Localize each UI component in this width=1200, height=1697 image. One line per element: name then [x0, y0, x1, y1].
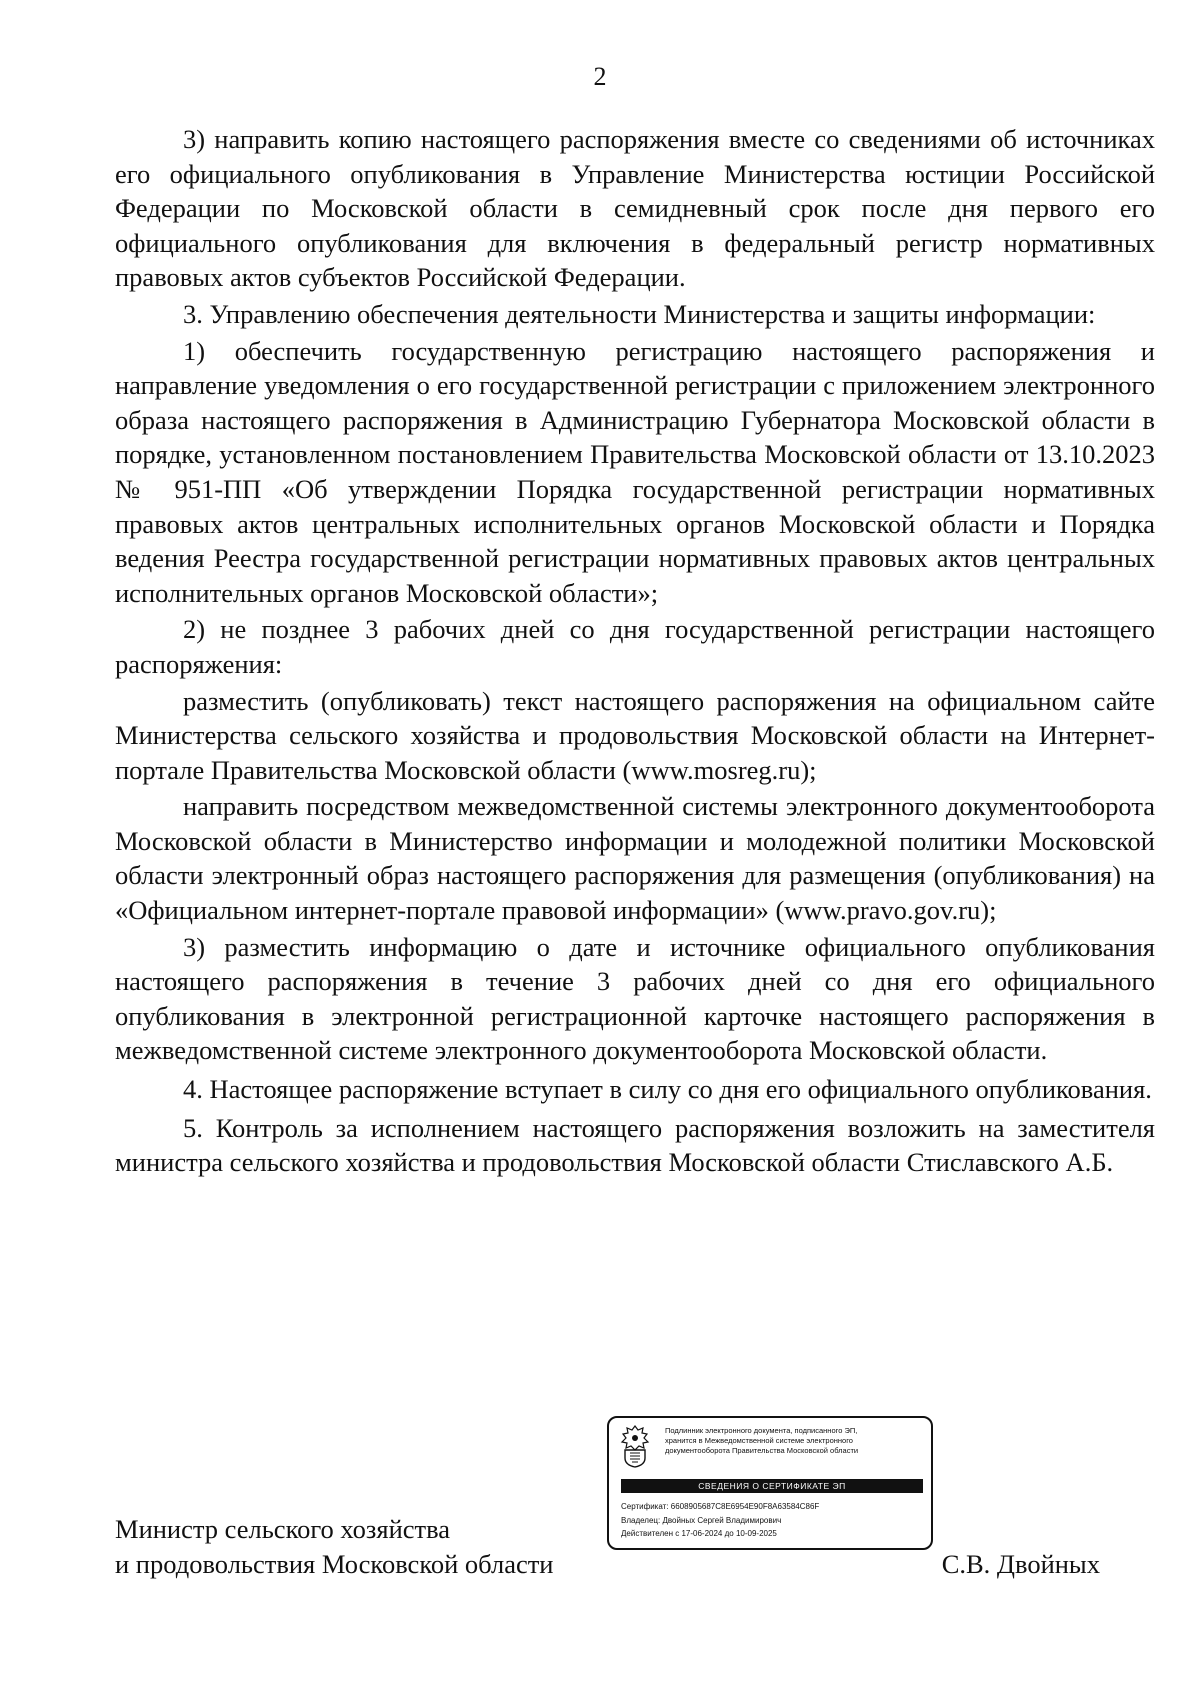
paragraph-3-1-state-registration: 1) обеспечить государственную регистрацию настоящего распоряжения и направление уведомления о его государственной регистрации с приложением электронного образа настоящего распоряжения в Администрацию Губернатора Московской области в порядке, установленном постановлением Правительства Московской области от 13.10.2023 № 951-ПП «Об утверждении Порядка государственной регистрации нормативных правовых актов центральных исполнительных органов Московской области и Порядка ведения Реестра государственной регистрации нормативных правовых актов центральных исполнительных органов Московской области»; [115, 335, 1155, 608]
stamp-notice-line: хранится в Межведомственной системе электронного [665, 1436, 853, 1445]
signatory-position [115, 1512, 715, 1581]
stamp-certificate-owner: Владелец: Двойных Сергей Владимирович [621, 1515, 782, 1525]
signatory-position-line: и продовольствия Московской области [115, 1548, 554, 1579]
stamp-notice-line: документооборота Правительства Московской области [665, 1446, 859, 1455]
paragraph-send-via-edms: направить посредством межведомственной системы электронного документооборота Московской области в Министерство информации и молодежной политики Московской области электронный образ настоящего распоряжения для размещения (опубликования) на «Официальном интернет-портале правовой информации» (www.pravo.gov.ru); [115, 791, 1155, 926]
stamp-certificate-validity: Действителен с 17-06-2024 до 10-09-2025 [621, 1529, 777, 1538]
paragraph-item-4-effective: 4. Настоящее распоряжение вступает в силу со дня его официального опубликования. [183, 1074, 1152, 1105]
signatory-position-line: Министр сельского хозяйства [115, 1514, 451, 1544]
moscow-oblast-coat-of-arms-icon [617, 1424, 653, 1468]
stamp-certificate-number: Сертификат: 6608905687C8E6954E90F8A63584C86F [621, 1502, 820, 1511]
document-body [115, 122, 1155, 1182]
stamp-certificate-header: СВЕДЕНИЯ О СЕРТИФИКАТЕ ЭП [621, 1479, 923, 1493]
stamp-notice-line: Подлинник электронного документа, подписанного ЭП, [665, 1426, 858, 1435]
stamp-notice [665, 1426, 927, 1456]
paragraph-publish-on-site: разместить (опубликовать) текст настоящего распоряжения на официальном сайте Министерства сельского хозяйства и продовольствия Московской области на Интернет-портале Правительства Московской области (www.mosreg.ru); [115, 685, 1155, 785]
paragraph-3-3-publication-copy: 3) направить копию настоящего распоряжения вместе со сведениями об источниках его официального опубликования в Управление Министерства юстиции Российской Федерации по Московской области в семидневный срок после дня первого его официального опубликования для включения в федеральный регистр нормативных правовых актов субъектов Российской Федерации. [115, 124, 1155, 293]
paragraph-3-3-publication-info: 3) разместить информацию о дате и источнике официального опубликования настоящего распоряжения в течение 3 рабочих дней со дня его официального опубликования в электронной регистрационной карточке настоящего распоряжения в межведомственной системе электронного документооборота Московской области. [115, 931, 1155, 1066]
paragraph-3-2-deadline: 2) не позднее 3 рабочих дней со дня государственной регистрации настоящего распоряжения: [115, 614, 1155, 679]
signatory-name: С.В. Двойных [941, 1548, 1100, 1579]
paragraph-item-3-header: 3. Управлению обеспечения деятельности Министерства и защиты информации: [183, 298, 1096, 329]
page-number: 2 [593, 62, 607, 91]
paragraph-item-5-control: 5. Контроль за исполнением настоящего распоряжения возложить на заместителя министра сельского хозяйства и продовольствия Московской области Стиславского А.Б. [115, 1112, 1155, 1178]
